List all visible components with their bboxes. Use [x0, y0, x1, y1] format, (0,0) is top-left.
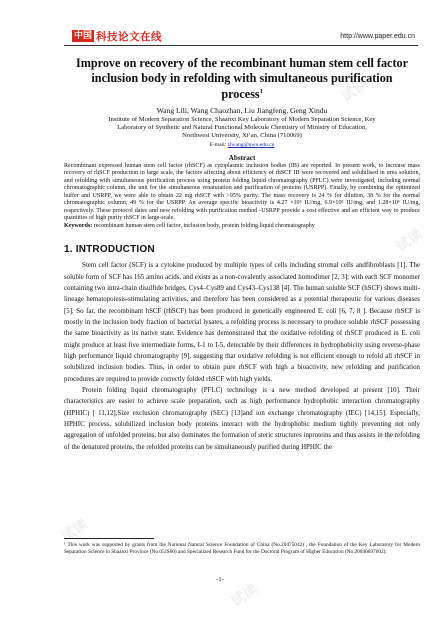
logo-badge: 中国: [74, 31, 93, 41]
page-header: [0, 0, 440, 46]
keywords: Keywords: recombinant human stem cell factor, inclusion body, protein folding liquid chromatography: [64, 222, 315, 229]
footnote: ¹ This work was supported by grants from the National Natural Science Foundation of China (No.20475042) , the Foundation of the Key Laboratory for Modern Separation Science in Shaanxi Province (No.05JS60) and Specialized Research Fund for the Doctoral Program of Higher Education (No.20040697002).: [64, 542, 420, 555]
affiliation-line: Northwest University, Xi’an, China (710069): [182, 132, 302, 140]
footnote-divider: [64, 538, 154, 539]
body-paragraph: Protein folding liquid chromatography (PFLC) technology is a new method developed at present [10]. Their characteristics are easier to achieve scale preparation, such as high performance hydrophobic interaction chromatography (HPHIC) [ 11,12],Size exclusion chromatography (SEC) [13]and ion exchange chromatography (IEC) [14,15]. Especially, HPHIC process, solubilized inclusion body proteins interact with the hydrophobic medium tightly preventing not only aggregation of unfolded proteins, but also dominates the formation of steric structures inproteins and thus assists in the refolding of the denatured proteins, the refolded proteins can be simultaneously purified during HPHIC the: [64, 387, 420, 451]
abstract-heading: Abstract: [228, 153, 256, 162]
logo-text: 科技论文在线: [96, 30, 163, 43]
header-divider: [64, 45, 418, 46]
paper-title: Improve on recovery of the recombinant human stem cell factor inclusion body in refolding with simultaneous purification process$^1$: [75, 56, 409, 102]
author-list: Wang Lili, Wang Chaozhan, Liu Jiangfeng, Geng Xindu: [156, 105, 328, 115]
watermark-text: 试读: [58, 516, 91, 546]
watermark-text: 试读: [228, 581, 261, 611]
email-link[interactable]: lJwang@nwu.edu.cn: [227, 141, 275, 148]
watermark-text: 试读: [338, 76, 371, 106]
affiliation-line: Laboratory of Synthetic and Natural Functional Molecule Chemistry of Ministry of Education,: [117, 123, 367, 131]
page-number: -1-: [216, 576, 224, 583]
watermark-text: 试读: [393, 226, 426, 256]
abstract-text: Recombinant expressed human stem cell factor (rhSCF) as cytoplasmic inclusion bodies (IB) are reported. In present work, to increase mass recovery of rhSCF production in large scale, the factors affecting about efficiency of rhSCF IB were recovered and solubilised in urea solution, and refolding with simultaneous purification process using protein folding liquid chromatography (PFLC) were investigated, including normal chromatographic column, the unit for the simultaneous renaturation and purification of proteins (USRPP). Finally, by combining the optimized buffer and USRPP, we were able to obtain 22 mg rhSCF with >95% purity. The mass recovery is 24 % for dilution, 38 % for the normal chromatographic column, 49 % for the USRPP. An average specific bioactivity is 4.27 ×10⁵ IU/mg, 6.9×10⁵ IU/mg, and 1.28×10⁶ IU/mg, respectively. These protocol dates and new refolding with purification method -USRPP provide a cost effective and an efficient way to produce quantities of high purity rhSCF in large-scale.: [64, 162, 420, 222]
body-paragraph: Stem cell factor (SCF) is a cytokine produced by multiple types of cells including stromal cells andfibroblasts [1]. The soluble form of SCF has 165 amino acids, and exists as a non-covalently associated homodimer [2, 3]; with each SCF monomer containing two intra-chain disulfide bridges, Cys4–Cys89 and Cys43–Cys138 [4]. The human soluble SCF (hSCF) shows multi-lineage hematopoiesis-stimulating activities, and therefore has been considered as a potential therapeutic for various diseases [5]. So far, the recombinant hSCF (rhSCF) has been produced in genetically engineered E. coli [6, 7, 8 ]. Because rhSCF is mostly in the inclusion body fraction of bacterial lysates, a refolding process is necessary to produce soluble rhSCF possessing the same bioactivity as its native state. Evidence has demonstrated that the oxidative refolding of rhSCF produced in E. coli might produce at least five intermediate forms, I-1 to I-5, detectable by their differences in hydrophobicity using reverse-phase high performance liquid chromatography [9], suggesting that oxidative refolding is not efficient enough to refold all rhSCF in solubilized inclusion bodies. Thus, in order to obtain pure rhSCF with high a bioactivity, new refolding and purification procedures are required to provide correctly folded rhSCF with high yields.: [64, 262, 420, 383]
title-footnote-marker: 1: [259, 89, 263, 95]
watermark-text: 试读: [148, 296, 181, 326]
site-url-link[interactable]: http://www.paper.edu.cn: [340, 33, 415, 40]
contact-email: E-mail: lJwang@nwu.edu.cn: [209, 141, 275, 148]
site-logo[interactable]: [72, 29, 162, 43]
watermark-text: 试读: [378, 416, 411, 446]
section-heading-introduction: 1. INTRODUCTION: [64, 244, 155, 256]
paper-body: [64, 52, 420, 453]
affiliation: [64, 116, 420, 141]
affiliation-line: Institute of Modern Separation Science, Shaanxi Key Laboratory of Modern Separation Science, Key: [108, 115, 376, 123]
